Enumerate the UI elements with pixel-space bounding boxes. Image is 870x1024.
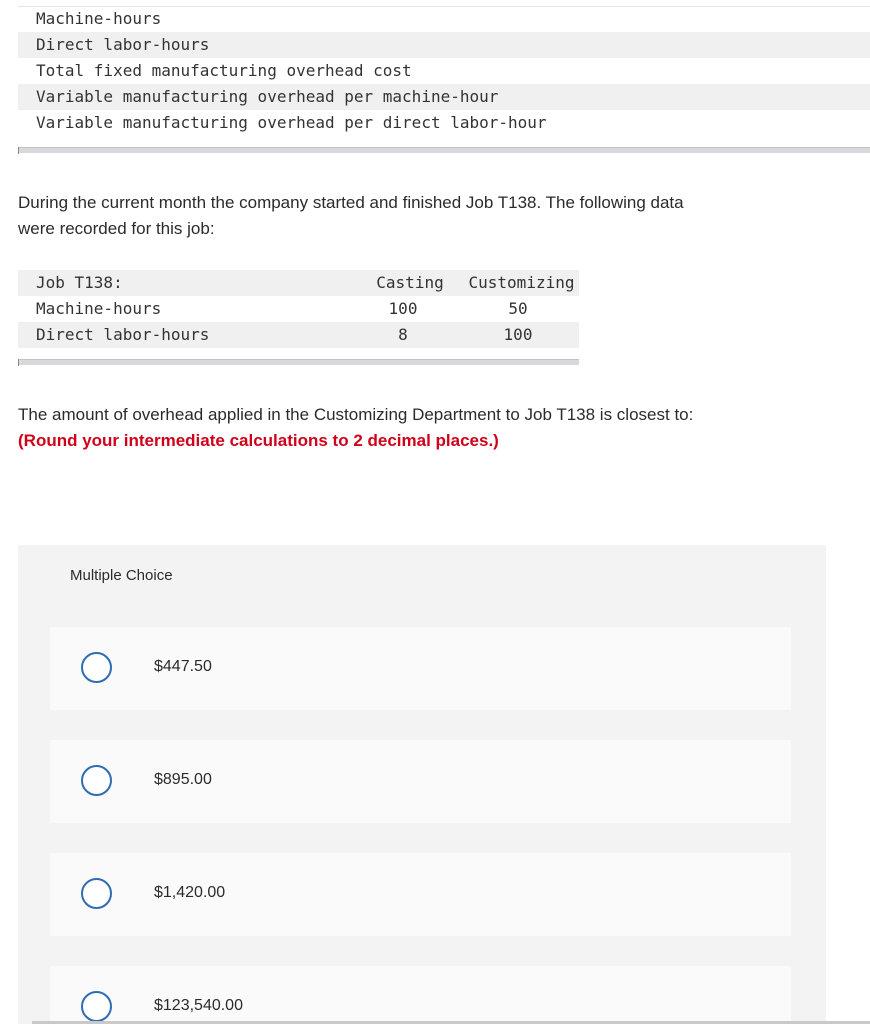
choice-label: $1,420.00	[154, 884, 226, 901]
intro-paragraph	[18, 190, 684, 242]
multiple-choice-panel	[18, 545, 826, 1024]
choice-option-3[interactable]	[50, 853, 791, 936]
radio-button-icon[interactable]	[81, 878, 112, 909]
row-label: Variable manufacturing overhead per machine-hour	[36, 87, 499, 106]
table-row	[18, 322, 579, 348]
column-header-casting: Casting	[376, 273, 444, 292]
cell-customizing: 50	[508, 299, 528, 318]
choice-label: $895.00	[154, 771, 212, 788]
table-header-row	[18, 270, 579, 296]
table-row	[18, 296, 579, 322]
row-label: Machine-hours	[36, 9, 162, 28]
choice-option-4[interactable]	[50, 966, 791, 1024]
cell-casting: 8	[398, 325, 408, 344]
header-label: Job T138:	[36, 273, 123, 292]
table-row	[18, 58, 870, 84]
row-label: Direct labor-hours	[36, 35, 210, 54]
multiple-choice-header: Multiple Choice	[70, 567, 173, 584]
intro-line: were recorded for this job:	[18, 219, 215, 238]
question-text: The amount of overhead applied in the Customizing Department to Job T138 is closest to:	[18, 405, 694, 424]
radio-button-icon[interactable]	[81, 652, 112, 683]
table-bottom-border	[18, 359, 579, 365]
cell-casting: 100	[388, 299, 418, 318]
radio-button-icon[interactable]	[81, 991, 112, 1022]
rounding-note: (Round your intermediate calculations to 2 decimal places.)	[18, 431, 499, 450]
table-row	[18, 32, 870, 58]
row-label: Machine-hours	[36, 299, 162, 318]
choice-label: $123,540.00	[154, 997, 243, 1014]
row-label: Variable manufacturing overhead per direct labor-hour	[36, 113, 547, 132]
table-row	[18, 6, 870, 32]
question-block	[18, 402, 693, 454]
table-row	[18, 110, 870, 136]
choice-option-1[interactable]	[50, 627, 791, 710]
radio-button-icon[interactable]	[81, 765, 112, 796]
row-label: Total fixed manufacturing overhead cost	[36, 61, 412, 80]
row-label: Direct labor-hours	[36, 325, 210, 344]
choice-option-2[interactable]	[50, 740, 791, 823]
table-bottom-border	[18, 147, 870, 153]
cell-customizing: 100	[503, 325, 533, 344]
choice-label: $447.50	[154, 658, 212, 675]
intro-line: During the current month the company started and finished Job T138. The following data	[18, 193, 684, 212]
table-row	[18, 84, 870, 110]
column-header-customizing: Customizing	[468, 273, 575, 292]
